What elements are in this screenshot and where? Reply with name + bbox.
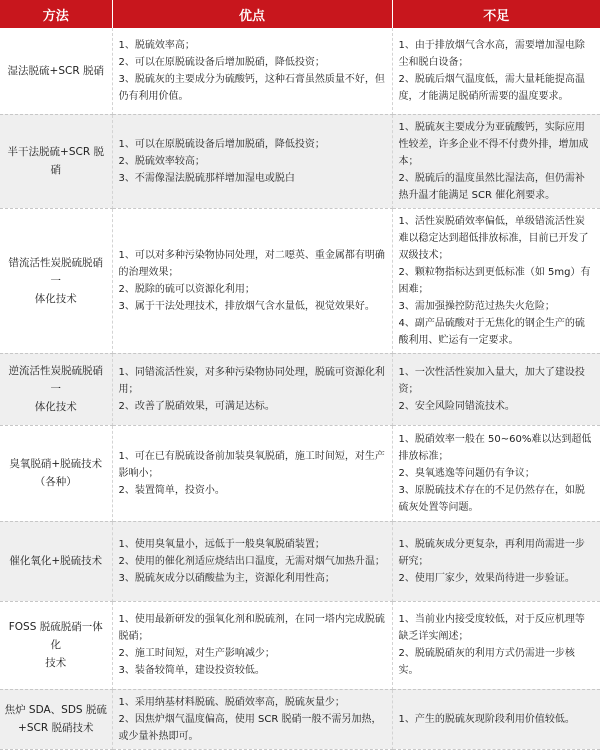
cons-line: 1、活性炭脱硝效率偏低，单级错流活性炭难以稳定达到超低排放标准，目前已开发了双级技术； bbox=[398, 215, 589, 261]
pros-cell bbox=[112, 353, 392, 425]
cons-line: 3、需加强操控防范过热失火危险； bbox=[398, 300, 555, 312]
method-line: +SCR 脱硝技术 bbox=[18, 722, 94, 734]
cons-line: 2、安全风险同错流技术。 bbox=[398, 400, 515, 412]
pros-cell bbox=[112, 689, 392, 749]
pros-cell bbox=[112, 28, 392, 114]
method-line: 体化技术 bbox=[34, 292, 77, 305]
pros-line: 1、可在已有脱硫设备前加装臭氧脱硝，施工时间短，对生产影响小； bbox=[118, 450, 385, 479]
cons-cell bbox=[392, 689, 600, 749]
cons-cell bbox=[392, 208, 600, 353]
method-line: 催化氧化+脱硫技术 bbox=[9, 555, 103, 567]
table-row bbox=[0, 521, 600, 601]
header-method: 方法 bbox=[0, 0, 112, 28]
method-cell bbox=[0, 114, 112, 208]
method-line: 逆流活性炭脱硫脱硝一 bbox=[8, 365, 103, 395]
cons-line: 2、臭氧逃逸等问题仍有争议； bbox=[398, 467, 535, 479]
cons-cell bbox=[392, 425, 600, 521]
pros-line: 2、可以在原脱硫设备后增加脱硝，降低投资； bbox=[118, 56, 325, 68]
pros-line: 2、使用的催化剂适应烧结出口温度，无需对烟气加热升温； bbox=[118, 555, 385, 567]
method-line: FOSS 脱硫脱硝一体化 bbox=[8, 621, 103, 651]
method-line: 湿法脱硫+SCR 脱硝 bbox=[7, 64, 104, 77]
cons-line: 1、由于排放烟气含水高，需要增加湿电除尘和脱白设备； bbox=[398, 39, 585, 68]
method-line: （各种） bbox=[34, 476, 77, 488]
pros-cell bbox=[112, 601, 392, 689]
pros-cell bbox=[112, 114, 392, 208]
method-cell bbox=[0, 28, 112, 114]
table-row bbox=[0, 601, 600, 689]
cons-cell bbox=[392, 28, 600, 114]
pros-line: 2、脱除的硫可以资源化利用； bbox=[118, 283, 255, 295]
pros-cell bbox=[112, 521, 392, 601]
pros-line: 2、改善了脱硝效果，可满足达标。 bbox=[118, 400, 275, 412]
cons-line: 1、当前业内接受度较低，对于反应机理等缺乏详实阐述； bbox=[398, 614, 585, 642]
pros-line: 2、因焦炉烟气温度偏高，使用 SCR 脱硝一般不需另加热，或少量补热即可。 bbox=[118, 713, 382, 742]
cons-line: 1、脱硫灰成分更复杂，再利用尚需进一步研究； bbox=[398, 538, 585, 567]
table-row bbox=[0, 114, 600, 208]
method-line: 技术 bbox=[45, 657, 67, 669]
header-pros: 优点 bbox=[112, 0, 392, 28]
cons-cell bbox=[392, 521, 600, 601]
method-cell bbox=[0, 353, 112, 425]
method-line: 半干法脱硫+SCR 脱硝 bbox=[7, 146, 104, 176]
pros-line: 2、装置简单，投资小。 bbox=[118, 484, 225, 496]
header-row bbox=[0, 0, 600, 28]
header-cons: 不足 bbox=[392, 0, 600, 28]
cons-cell bbox=[392, 114, 600, 208]
cons-line: 1、一次性活性炭加入量大，加大了建设投资； bbox=[398, 366, 585, 395]
table-row bbox=[0, 425, 600, 521]
method-cell bbox=[0, 425, 112, 521]
pros-line: 1、使用最新研发的强氧化剂和脱硫剂，在同一塔内完成脱硫脱硝； bbox=[118, 614, 385, 642]
pros-line: 3、脱硫灰成分以硝酸盐为主，资源化利用性高； bbox=[118, 572, 335, 584]
method-cell bbox=[0, 521, 112, 601]
pros-line: 2、施工时间短，对生产影响减少； bbox=[118, 648, 275, 659]
method-cell bbox=[0, 208, 112, 353]
cons-line: 1、产生的脱硫灰现阶段利用价值较低。 bbox=[398, 713, 575, 725]
pros-line: 1、可以对多种污染物协同处理，对二噁英、重金属都有明确的治理效果； bbox=[118, 249, 385, 278]
pros-line: 3、脱硫灰的主要成分为硫酸钙，这种石膏虽然质量不好，但仍有利用价值。 bbox=[118, 73, 385, 102]
pros-line: 3、不需像湿法脱硫那样增加湿电或脱白 bbox=[118, 172, 295, 184]
pros-line: 3、装备较简单，建设投资较低。 bbox=[118, 665, 265, 676]
method-cell bbox=[0, 689, 112, 749]
pros-line: 1、脱硫效率高； bbox=[118, 39, 195, 51]
cons-line: 2、使用厂家少，效果尚待进一步验证。 bbox=[398, 572, 575, 584]
method-line: 焦炉 SDA、SDS 脱硫 bbox=[4, 704, 107, 716]
pros-line: 1、使用臭氧量小，远低于一般臭氧脱硝装置； bbox=[118, 538, 325, 550]
cons-cell bbox=[392, 601, 600, 689]
pros-line: 3、属于干法处理技术，排放烟气含水量低，视觉效果好。 bbox=[118, 300, 375, 312]
pros-line: 1、可以在原脱硫设备后增加脱硝，降低投资； bbox=[118, 138, 325, 150]
method-line: 体化技术 bbox=[34, 401, 77, 413]
method-line: 臭氧脱硝+脱硫技术 bbox=[9, 458, 103, 470]
pros-line: 1、同错流活性炭，对多种污染物协同处理，脱硫可资源化利用； bbox=[118, 366, 385, 395]
table-row bbox=[0, 353, 600, 425]
cons-line: 3、原脱硫技术存在的不足仍然存在，如脱硫灰处置等问题。 bbox=[398, 484, 585, 513]
pros-cell bbox=[112, 425, 392, 521]
cons-line: 1、脱硫灰主要成分为亚硫酸钙，实际应用性较差，许多企业不得不付费外排，增加成本； bbox=[398, 121, 589, 167]
pros-line: 1、采用纳基材料脱硫、脱硝效率高，脱硫灰量少； bbox=[118, 696, 345, 708]
pros-line: 2、脱硫效率较高； bbox=[118, 155, 205, 167]
method-cell bbox=[0, 601, 112, 689]
cons-line: 2、脱硫后的温度虽然比湿法高，但仍需补热升温才能满足 SCR 催化剂要求。 bbox=[398, 172, 585, 201]
cons-line: 4、副产品硫酸对于无焦化的钢企生产的硫酸利用、贮运有一定要求。 bbox=[398, 317, 585, 346]
table-row bbox=[0, 208, 600, 353]
method-line: 错流活性炭脱硫脱硝一 bbox=[8, 256, 103, 287]
cons-line: 2、颗粒物指标达到更低标准（如 5mg）有困难； bbox=[398, 266, 591, 295]
pros-cell bbox=[112, 208, 392, 353]
cons-line: 1、脱硝效率一般在 50~60%难以达到超低排放标准； bbox=[398, 433, 592, 462]
cons-line: 2、脱硫后烟气温度低，需大量耗能提高温度，才能满足脱硝所需要的温度要求。 bbox=[398, 73, 585, 102]
table-row bbox=[0, 28, 600, 114]
table-row bbox=[0, 689, 600, 749]
cons-cell bbox=[392, 353, 600, 425]
cons-line: 2、脱硫脱硝灰的利用方式仍需进一步核实。 bbox=[398, 648, 575, 676]
